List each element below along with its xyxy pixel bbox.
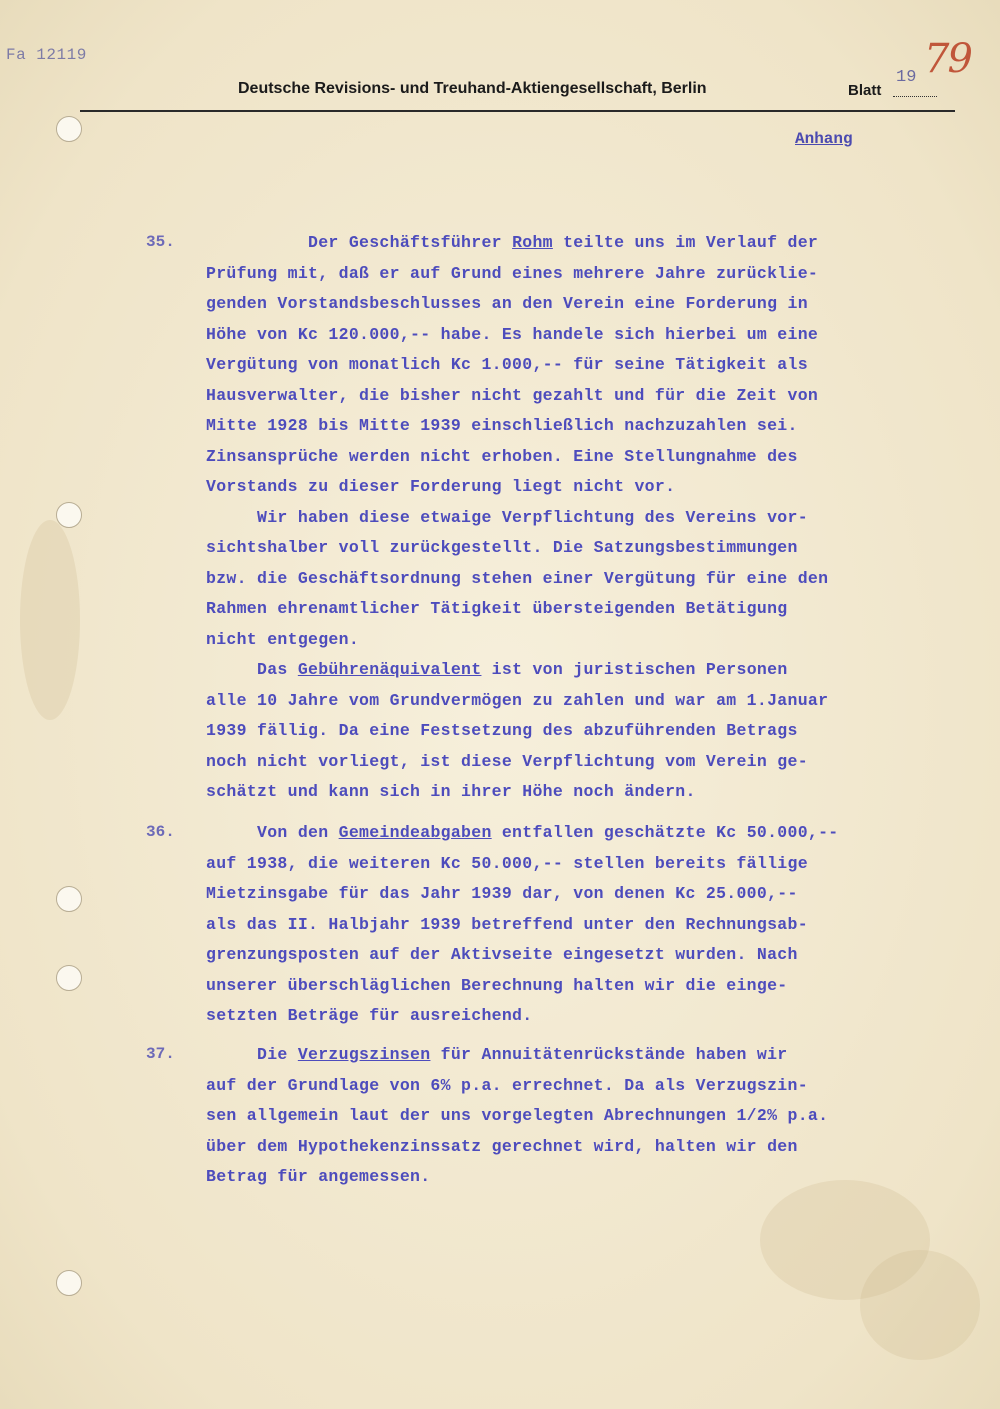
text-segment: Das [206,660,298,679]
text-line: Rahmen ehrenamtlicher Tätigkeit übersteigenden Betätigung [206,599,788,618]
text-line: Zinsansprüche werden nicht erhoben. Eine Stellungnahme des [206,446,798,466]
sheet-dotted-line [893,96,937,97]
text-line: sen allgemein laut der uns vorgelegten Abrechnungen 1/2% p.a. [206,1106,829,1125]
text-line: 1939 fällig. Da eine Festsetzung des abzuführenden Betrags [206,721,798,740]
punch-hole-2 [56,502,82,528]
text-line [206,1045,788,1064]
text-line [206,823,839,842]
punch-hole-5 [56,1270,82,1296]
text-line: als das II. Halbjahr 1939 betreffend unter den Rechnungsab- [206,914,808,934]
text-line: auf 1938, die weiteren Kc 50.000,-- stellen bereits fällige [206,853,808,873]
text-line: bzw. die Geschäftsordnung stehen einer Vergütung für eine den [206,568,829,588]
text-line: Vorstands zu dieser Forderung liegt nicht vor. [206,477,676,496]
text-segment: Der Geschäftsführer [206,233,513,252]
text-line: schätzt und kann sich in ihrer Höhe noch ändern. [206,782,696,801]
sheet-number-typed: 19 [896,68,917,87]
text-line: alle 10 Jahre vom Grundvermögen zu zahlen und war am 1.Januar [206,690,829,710]
letterhead: Deutsche Revisions- und Treuhand-Aktiengesellschaft, Berlin [238,80,707,97]
text-segment: Die [206,1045,298,1064]
text-line: genden Vorstandsbeschlusses an den Verein eine Forderung in [206,294,808,313]
text-segment: ist von juristischen Personen [481,660,788,679]
text-line: grenzungsposten auf der Aktivseite eingesetzt wurden. Nach [206,945,798,964]
text-line: Betrag für angemessen. [206,1167,431,1186]
text-line: Mietzinsgabe für das Jahr 1939 dar, von denen Kc 25.000,-- [206,884,798,903]
punch-hole-1 [56,116,82,142]
underlined-term: Gebührenäquivalent [297,660,482,679]
text-line: Mitte 1928 bis Mitte 1939 einschließlich nachzuzahlen sei. [206,416,798,435]
paragraph-number: 37. [146,1045,175,1063]
text-line: über dem Hypothekenzinssatz gerechnet wird, halten wir den [206,1136,798,1156]
text-line [206,233,818,252]
text-line: setzten Beträge für ausreichend. [206,1006,533,1025]
underlined-term: Gemeindeabgaben [338,823,492,842]
text-segment: Von den [206,823,339,842]
text-line [206,660,788,679]
header-rule [80,110,955,112]
text-line: Höhe von Kc 120.000,-- habe. Es handele sich hierbei um eine [206,324,819,344]
underlined-term: Verzugszinsen [297,1045,431,1064]
underlined-term: Rohm [512,233,553,252]
text-line: auf der Grundlage von 6% p.a. errechnet. Da als Verzugszin- [206,1075,808,1095]
sheet-label: Blatt [848,82,882,99]
text-line: unserer überschläglichen Berechnung halten wir die einge- [206,975,788,995]
paragraph-number: 36. [146,823,175,841]
sheet-number-handwritten: 79 [924,36,971,82]
punch-hole-3 [56,886,82,912]
punch-hole-4 [56,965,82,991]
reference-number: Fa 12119 [6,46,87,64]
text-line: noch nicht vorliegt, ist diese Verpflichtung vom Verein ge- [206,751,808,771]
paragraph-number: 35. [146,233,175,251]
text-line: Vergütung von monatlich Kc 1.000,-- für seine Tätigkeit als [206,355,808,374]
text-segment: entfallen geschätzte Kc 50.000,-- [491,823,839,842]
text-line: Prüfung mit, daß er auf Grund eines mehrere Jahre zurücklie- [206,263,819,283]
text-segment: für Annuitätenrückstände haben wir [430,1045,788,1064]
text-line: Hausverwalter, die bisher nicht gezahlt und für die Zeit von [206,385,819,405]
section-title: Anhang [795,130,853,148]
text-line: Wir haben diese etwaige Verpflichtung des Vereins vor- [206,507,808,527]
text-line: sichtshalber voll zurückgestellt. Die Satzungsbestimmungen [206,538,798,557]
text-segment: teilte uns im Verlauf der [552,233,819,252]
text-line: nicht entgegen. [206,629,360,649]
